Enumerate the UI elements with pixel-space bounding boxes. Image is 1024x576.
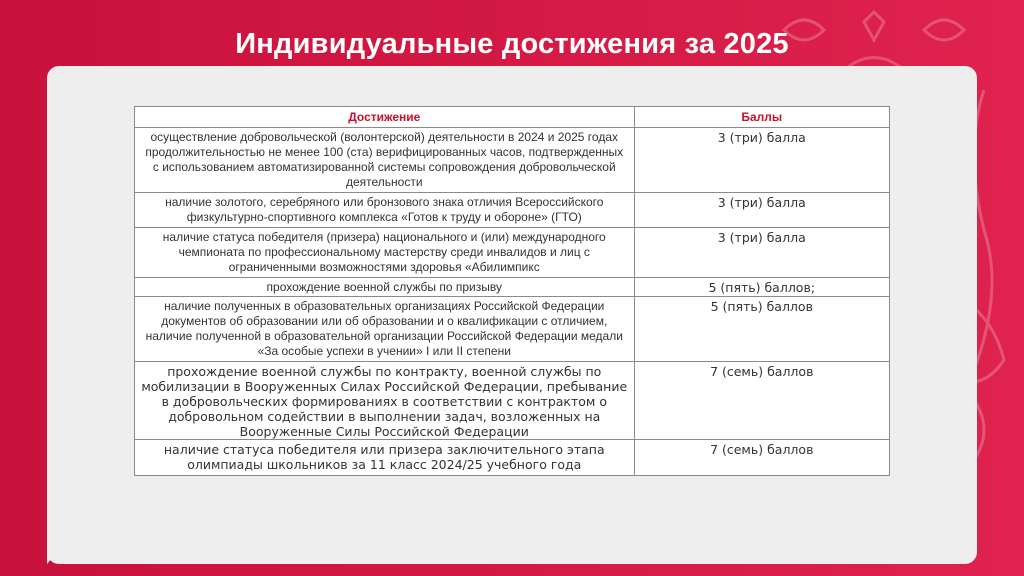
- achievement-cell: наличие золотого, серебряного или бронзового знака отличия Всероссийского физкультурно-спортивного комплекса «Готов к труду и обороне» (ГТО): [135, 193, 635, 228]
- header-points: Баллы: [634, 107, 889, 128]
- achievement-cell: наличие полученных в образовательных организациях Российской Федерации документов об образовании или об образовании и о квалификации с отличием, наличие полученной в образовательной организации Российской Федерации медали «За особые успехи в учении» I или II степени: [135, 297, 635, 362]
- table-header-row: [135, 107, 890, 128]
- points-cell: 5 (пять) баллов;: [634, 278, 889, 297]
- points-cell: 5 (пять) баллов: [634, 297, 889, 362]
- table-row: [135, 278, 890, 297]
- table-row: [135, 440, 890, 476]
- points-cell: 7 (семь) баллов: [634, 440, 889, 476]
- table-row: [135, 297, 890, 362]
- points-cell: 3 (три) балла: [634, 228, 889, 278]
- table-row: [135, 193, 890, 228]
- achievement-cell: прохождение военной службы по призыву: [135, 278, 635, 297]
- table-row: [135, 362, 890, 440]
- table-row: [135, 128, 890, 193]
- achievement-cell: прохождение военной службы по контракту, военной службы по мобилизации в Вооруженных Силах Российской Федерации, пребывание в добровольческих формированиях в соответствии с контрактом о добровольном содействии в выполнении задач, возложенных на Вооруженные Силы Российской Федерации: [135, 362, 635, 440]
- table-row: [135, 228, 890, 278]
- content-card-tail: [47, 520, 83, 564]
- achievement-cell: осуществление добровольческой (волонтерской) деятельности в 2024 и 2025 годах продолжительностью не менее 100 (ста) верифицированных часов, подтвержденных с использованием автоматизированной системы сопровождения добровольческой деятельности: [135, 128, 635, 193]
- achievement-cell: наличие статуса победителя или призера заключительного этапа олимпиады школьников за 11 класс 2024/25 учебного года: [135, 440, 635, 476]
- points-cell: 3 (три) балла: [634, 193, 889, 228]
- achievements-table: [134, 106, 890, 476]
- header-achievement: Достижение: [135, 107, 635, 128]
- points-cell: 7 (семь) баллов: [634, 362, 889, 440]
- achievement-cell: наличие статуса победителя (призера) национального и (или) международного чемпионата по профессиональному мастерству среди инвалидов и лиц с ограниченными возможностями здоровья «Абилимпикс: [135, 228, 635, 278]
- slide-title: Индивидуальные достижения за 2025: [235, 28, 789, 60]
- points-cell: 3 (три) балла: [634, 128, 889, 193]
